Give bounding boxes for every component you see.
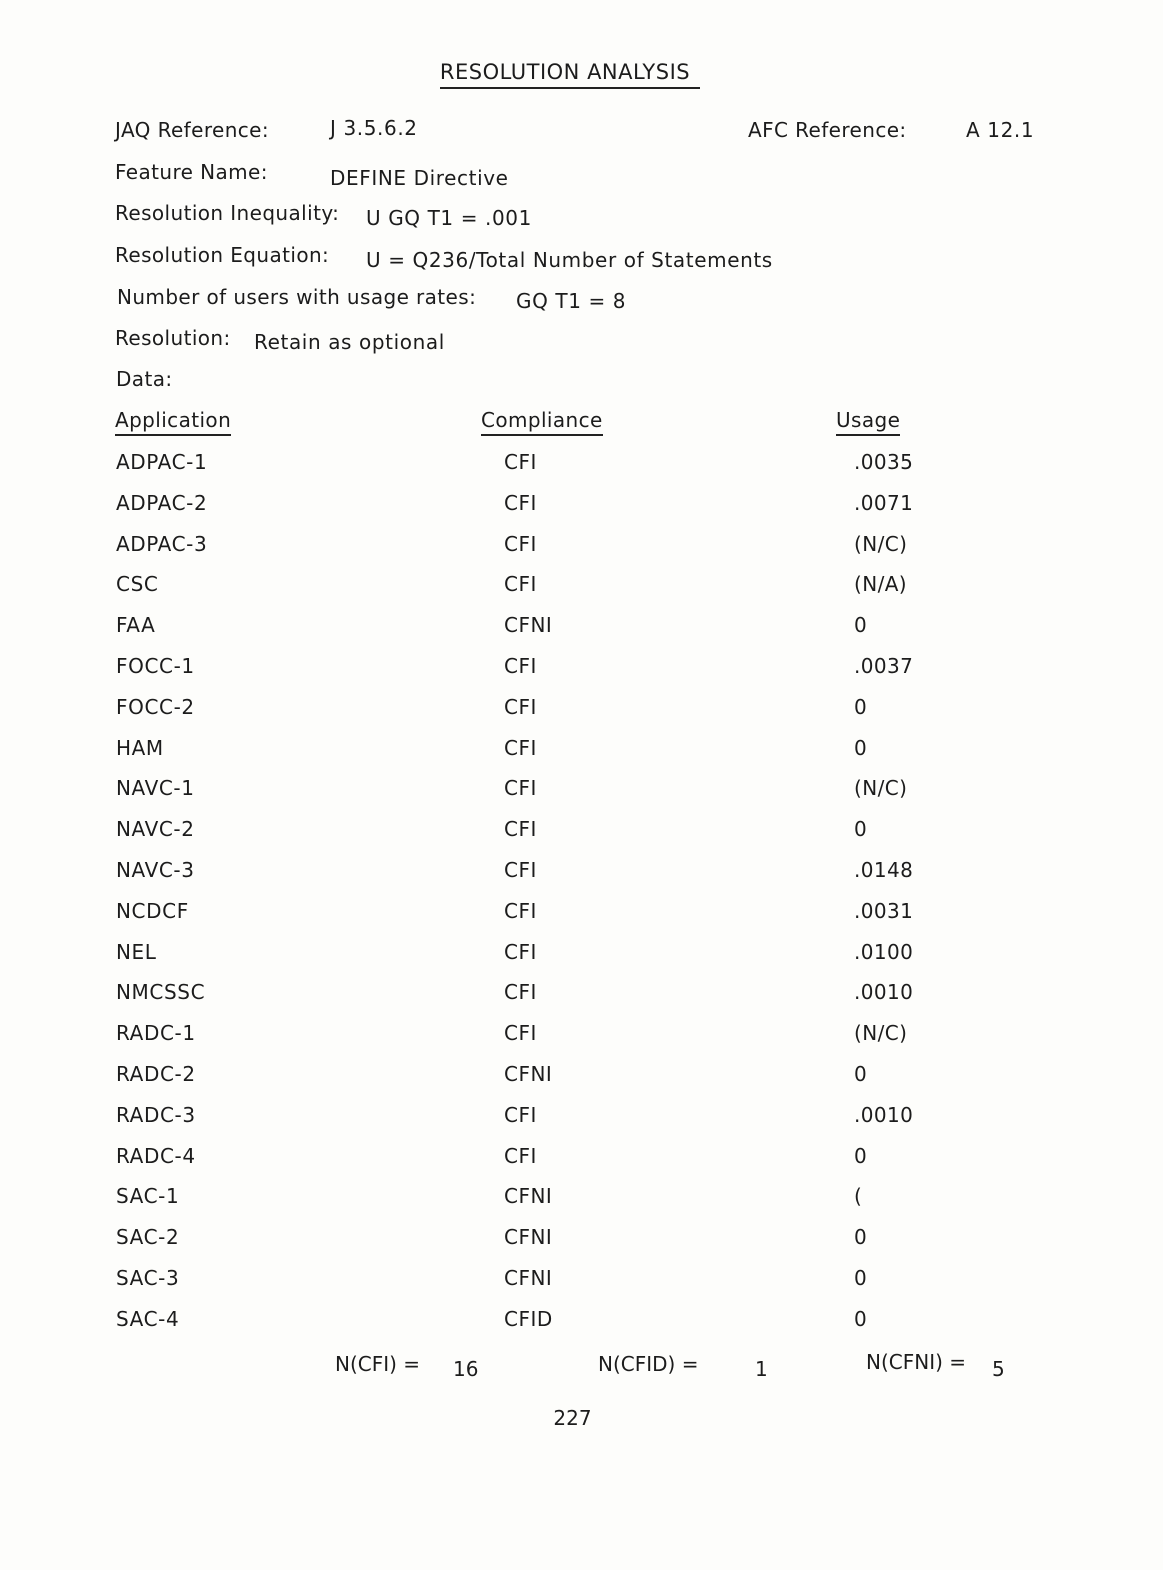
table-row <box>0 776 1163 806</box>
application-cell: FAA <box>116 613 156 638</box>
table-row <box>0 1225 1163 1255</box>
compliance-cell: CFI <box>504 531 537 556</box>
total-cfi-label: N(CFI) = <box>335 1352 421 1376</box>
afc-reference-label: AFC Reference: <box>748 118 907 142</box>
usage-cell: .0148 <box>854 858 914 882</box>
page-title: RESOLUTION ANALYSIS <box>0 60 1140 89</box>
compliance-cell: CFID <box>504 1306 553 1331</box>
users-usage-label: Number of users with usage rates: <box>117 285 477 309</box>
compliance-cell: CFI <box>504 490 537 515</box>
compliance-cell: CFI <box>504 654 537 678</box>
usage-cell: 0 <box>854 817 868 842</box>
application-cell: RADC-2 <box>116 1062 196 1086</box>
application-cell: FOCC-1 <box>116 654 195 678</box>
compliance-cell: CFNI <box>504 1225 553 1250</box>
table-row <box>0 736 1163 766</box>
application-cell: ADPAC-3 <box>116 531 208 556</box>
usage-cell: .0035 <box>854 450 914 474</box>
table-row <box>0 899 1163 929</box>
table-row <box>0 1184 1163 1214</box>
compliance-cell: CFI <box>504 980 537 1005</box>
usage-cell: (N/C) <box>854 1021 908 1046</box>
usage-cell: .0010 <box>854 980 914 1005</box>
usage-cell: 0 <box>854 1306 868 1331</box>
compliance-cell: CFI <box>504 898 537 923</box>
compliance-cell: CFNI <box>504 1062 553 1086</box>
compliance-cell: CFI <box>504 1102 537 1127</box>
usage-cell: (N/C) <box>854 776 908 801</box>
table-row <box>0 491 1163 521</box>
resolution-value: Retain as optional <box>254 330 445 354</box>
total-cfi-value: 16 <box>453 1357 479 1381</box>
application-cell: NCDCF <box>116 898 189 923</box>
application-cell: HAM <box>116 735 164 760</box>
resolution-inequality-value: U GQ T1 = .001 <box>366 206 532 230</box>
application-cell: NAVC-3 <box>116 858 195 882</box>
compliance-cell: CFNI <box>504 1184 553 1209</box>
application-cell: SAC-3 <box>116 1266 180 1290</box>
table-row <box>0 940 1163 970</box>
compliance-cell: CFI <box>504 694 537 719</box>
application-cell: RADC-1 <box>116 1021 196 1046</box>
usage-cell: 0 <box>854 694 868 719</box>
usage-cell: .0010 <box>854 1102 914 1127</box>
application-cell: SAC-4 <box>116 1306 180 1331</box>
jaq-reference-value: J 3.5.6.2 <box>330 116 418 140</box>
usage-cell: ( <box>854 1184 863 1209</box>
application-cell: NEL <box>116 939 157 964</box>
application-cell: ADPAC-1 <box>116 450 208 474</box>
application-cell: NAVC-2 <box>116 817 195 842</box>
table-row <box>0 450 1163 480</box>
feature-name-label: Feature Name: <box>115 160 268 184</box>
page-number: 227 <box>553 1406 592 1430</box>
feature-name-value: DEFINE Directive <box>330 166 509 190</box>
table-row <box>0 1144 1163 1174</box>
jaq-reference-label: JAQ Reference: <box>115 118 270 142</box>
total-cfni-label: N(CFNI) = <box>866 1350 967 1374</box>
usage-cell: .0071 <box>854 490 914 515</box>
table-row <box>0 980 1163 1010</box>
compliance-cell: CFI <box>504 776 537 801</box>
table-row <box>0 1021 1163 1051</box>
application-cell: FOCC-2 <box>116 694 195 719</box>
compliance-cell: CFI <box>504 450 537 474</box>
table-row <box>0 613 1163 643</box>
total-cfid-label: N(CFID) = <box>598 1352 699 1376</box>
table-row <box>0 817 1163 847</box>
application-cell: SAC-2 <box>116 1225 180 1250</box>
compliance-cell: CFI <box>504 1021 537 1046</box>
application-cell: RADC-4 <box>116 1143 196 1168</box>
usage-cell: .0031 <box>854 898 914 923</box>
compliance-cell: CFI <box>504 939 537 964</box>
usage-cell: 0 <box>854 735 868 760</box>
column-header-compliance: Compliance <box>481 408 603 436</box>
usage-cell: .0100 <box>854 939 914 964</box>
usage-cell: 0 <box>854 1062 868 1086</box>
resolution-equation-label: Resolution Equation: <box>115 243 330 267</box>
application-cell: SAC-1 <box>116 1184 180 1209</box>
total-cfid-value: 1 <box>755 1357 768 1381</box>
total-cfni-value: 5 <box>992 1357 1005 1381</box>
table-row <box>0 1103 1163 1133</box>
usage-cell: 0 <box>854 1266 868 1290</box>
table-row <box>0 654 1163 684</box>
resolution-label: Resolution: <box>115 326 231 350</box>
table-row <box>0 1062 1163 1092</box>
afc-reference-value: A 12.1 <box>966 118 1035 142</box>
table-row <box>0 572 1163 602</box>
usage-cell: (N/A) <box>854 572 907 597</box>
table-row <box>0 858 1163 888</box>
application-cell: CSC <box>116 572 159 597</box>
usage-cell: .0037 <box>854 654 914 678</box>
compliance-cell: CFI <box>504 817 537 842</box>
usage-cell: 0 <box>854 1143 868 1168</box>
compliance-cell: CFNI <box>504 613 553 638</box>
usage-cell: 0 <box>854 1225 868 1250</box>
compliance-cell: CFI <box>504 1143 537 1168</box>
compliance-cell: CFI <box>504 858 537 882</box>
table-row <box>0 695 1163 725</box>
column-header-usage: Usage <box>836 408 900 436</box>
resolution-inequality-label: Resolution Inequality: <box>115 201 340 225</box>
table-row <box>0 1307 1163 1337</box>
compliance-cell: CFNI <box>504 1266 553 1290</box>
table-row <box>0 532 1163 562</box>
users-usage-value: GQ T1 = 8 <box>516 289 627 313</box>
column-header-application: Application <box>115 408 231 436</box>
application-cell: ADPAC-2 <box>116 490 208 515</box>
usage-cell: 0 <box>854 613 868 638</box>
compliance-cell: CFI <box>504 572 537 597</box>
data-label: Data: <box>116 367 173 391</box>
application-cell: NMCSSC <box>116 980 206 1005</box>
application-cell: NAVC-1 <box>116 776 195 801</box>
resolution-equation-value: U = Q236/Total Number of Statements <box>366 248 773 272</box>
usage-cell: (N/C) <box>854 531 908 556</box>
table-row <box>0 1266 1163 1296</box>
application-cell: RADC-3 <box>116 1102 196 1127</box>
compliance-cell: CFI <box>504 735 537 760</box>
